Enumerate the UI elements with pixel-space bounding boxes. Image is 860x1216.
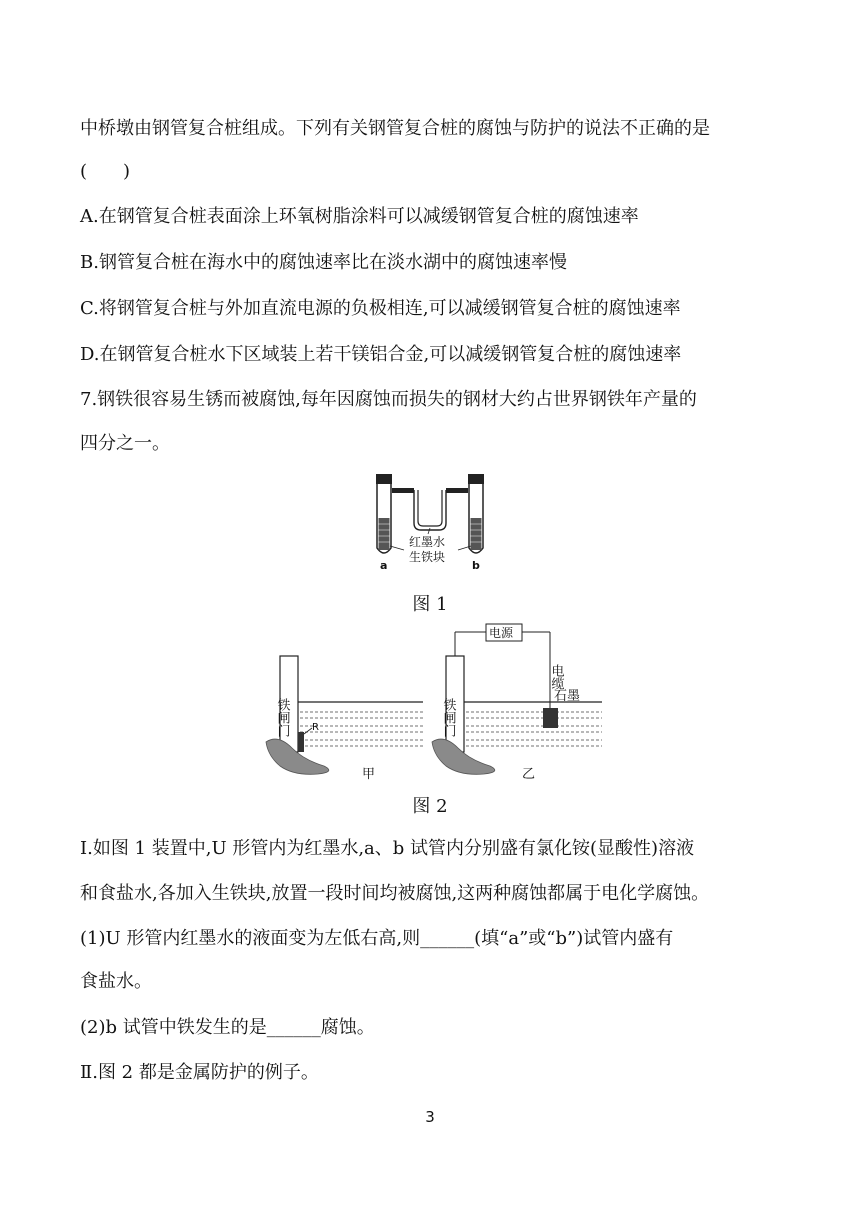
option-c: C.将钢管复合桩与外加直流电源的负极相连,可以减缓钢管复合桩的腐蚀速率 xyxy=(80,298,681,319)
answer-blank: ( ) xyxy=(80,161,131,182)
text-line: 四分之一。 xyxy=(80,433,170,454)
label-gate-right: 铁闸门 xyxy=(440,698,456,737)
label-power-source: 电源 xyxy=(489,626,514,640)
figure-1-u-tube-apparatus xyxy=(360,468,500,576)
label-block-r: R xyxy=(312,722,319,733)
figure-2-gate-protection xyxy=(258,620,610,790)
part-1-intro: Ⅰ.如图 1 装置中,U 形管内为红墨水,a、b 试管内分别盛有氯化铵(显酸性)溶液 xyxy=(80,838,695,859)
label-tube-b: b xyxy=(472,559,480,572)
text-line: 食盐水。 xyxy=(80,971,152,992)
part-2-intro: Ⅱ.图 2 都是金属防护的例子。 xyxy=(80,1062,319,1083)
figure-1-caption: 图 1 xyxy=(412,594,448,615)
label-cable: 电缆 xyxy=(548,664,564,690)
text-line: 和食盐水,各加入生铁块,放置一段时间均被腐蚀,这两种腐蚀都属于电化学腐蚀。 xyxy=(80,883,710,904)
page-number: 3 xyxy=(425,1108,435,1126)
label-jia: 甲 xyxy=(362,767,376,782)
label-yi: 乙 xyxy=(522,767,536,782)
figure-2-caption: 图 2 xyxy=(412,796,448,817)
sub-question-1: (1)U 形管内红墨水的液面变为左低右高,则______(填“a”或“b”)试管内盛有 xyxy=(80,928,674,949)
option-d: D.在钢管复合桩水下区域装上若干镁铝合金,可以减缓钢管复合桩的腐蚀速率 xyxy=(80,344,682,365)
label-red-ink: 红墨水 xyxy=(409,535,446,549)
label-cast-iron: 生铁块 xyxy=(409,550,446,564)
label-gate-left: 铁闸门 xyxy=(274,698,290,737)
text-line: 中桥墩由钢管复合桩组成。下列有关钢管复合桩的腐蚀与防护的说法不正确的是 xyxy=(80,118,710,139)
option-b: B.钢管复合桩在海水中的腐蚀速率比在淡水湖中的腐蚀速率慢 xyxy=(80,252,567,273)
option-a: A.在钢管复合桩表面涂上环氧树脂涂料可以减缓钢管复合桩的腐蚀速率 xyxy=(80,206,639,227)
question-7: 7.钢铁很容易生锈而被腐蚀,每年因腐蚀而损失的钢材大约占世界钢铁年产量的 xyxy=(80,389,697,410)
label-tube-a: a xyxy=(380,559,388,572)
sub-question-2: (2)b 试管中铁发生的是______腐蚀。 xyxy=(80,1017,375,1038)
label-graphite: 石墨 xyxy=(554,689,581,704)
